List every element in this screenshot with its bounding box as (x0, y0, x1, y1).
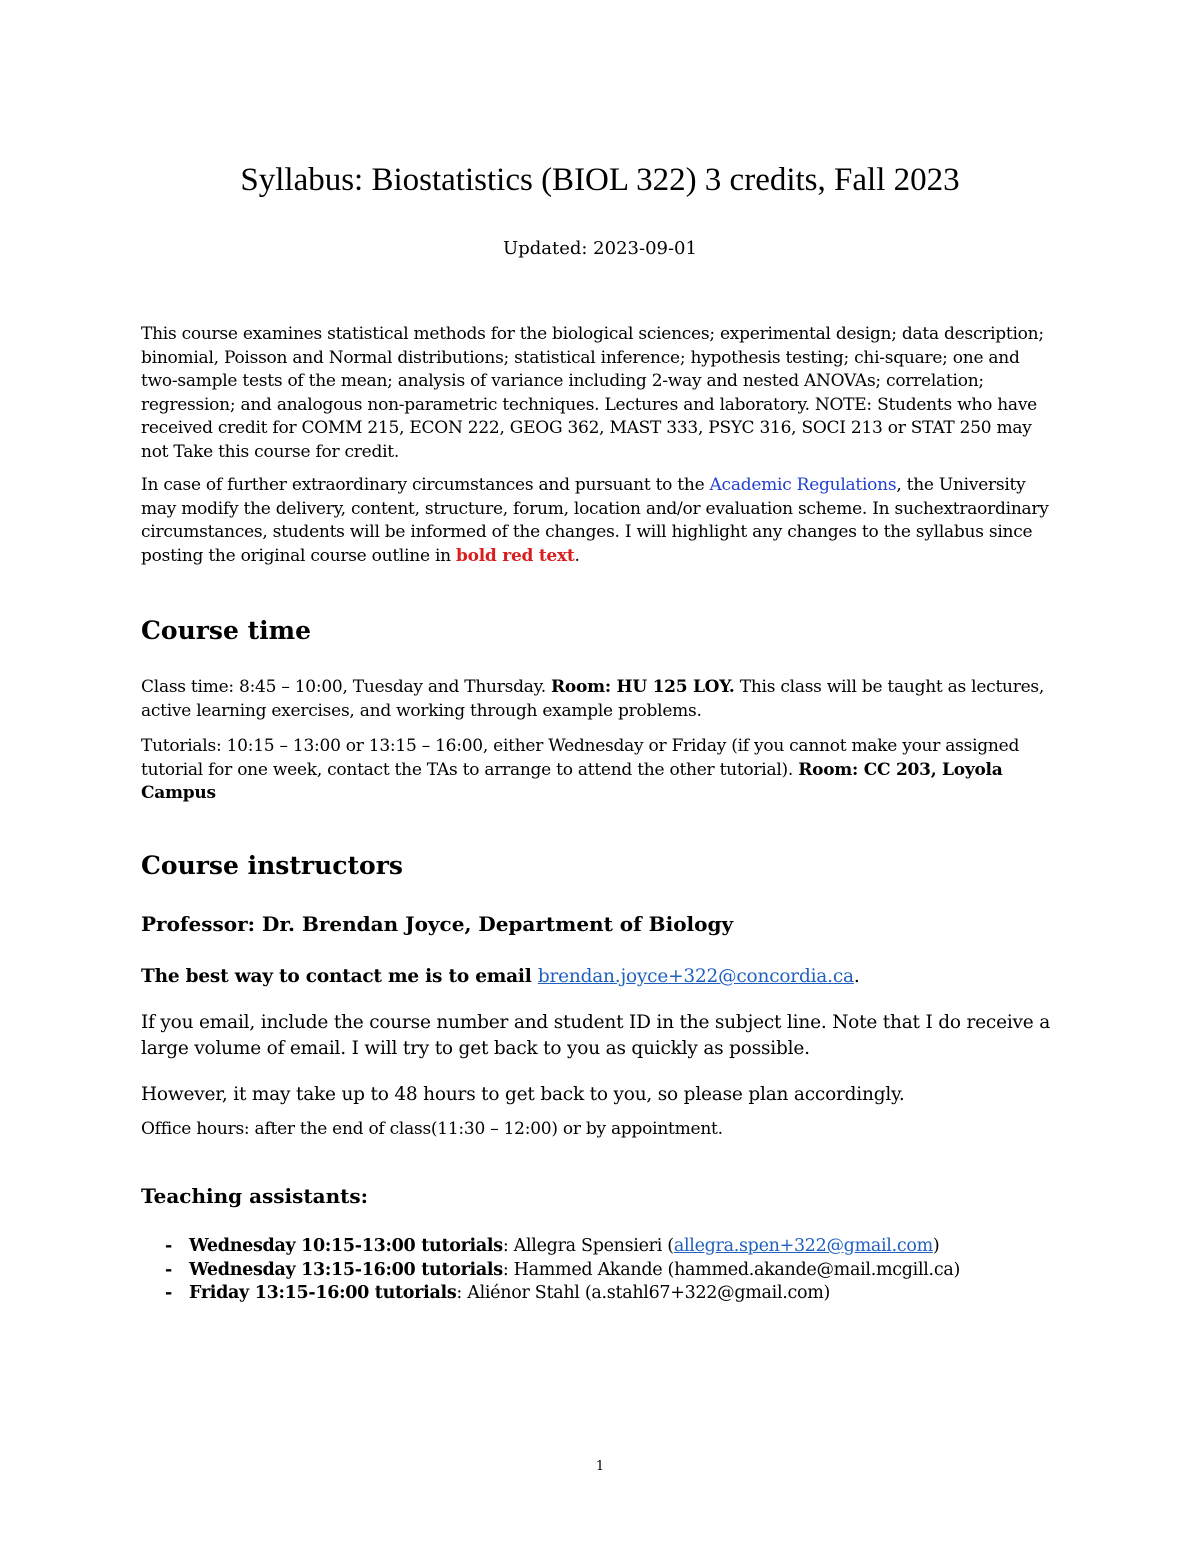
ta-colon: : (456, 1283, 468, 1303)
circumstances-text-1: In case of further extraordinary circumstances and pursuant to the (141, 475, 710, 495)
professor-heading: Professor: Dr. Brendan Joyce, Department of Biology (141, 912, 734, 936)
circumstances-text-3: . (574, 545, 580, 566)
intro-block (141, 323, 1061, 568)
tutorials-paragraph (141, 735, 1061, 806)
ta-schedule: Wednesday 10:15-13:00 tutorials (189, 1236, 503, 1256)
teaching-assistants-heading: Teaching assistants: (141, 1184, 369, 1208)
office-hours: Office hours: after the end of class(11:30 – 12:00) or by appointment. (141, 1119, 723, 1139)
ta-colon: : (502, 1236, 514, 1256)
ta-list-block (141, 1235, 1061, 1306)
ta-item (141, 1259, 1061, 1283)
ta-list (141, 1235, 1061, 1306)
ta-item (141, 1235, 1061, 1259)
class-room: Room: HU 125 LOY. (551, 677, 735, 697)
circumstances-paragraph (141, 474, 1061, 568)
class-time-paragraph (141, 676, 1061, 723)
contact-block (141, 964, 1061, 1142)
circumstances-text-2: , the University may modify the delivery, content, structure, forum, location and/or evaluation scheme. In suchextraordinary circumstances, students will be informed of the changes. I will highlight any changes to the syllabus since posting the original course outline in (141, 475, 1049, 566)
ta-email-link[interactable]: allegra.spen+322@gmail.com (673, 1236, 933, 1256)
ta-close-paren: ) (932, 1236, 940, 1256)
response-note: However, it may take up to 48 hours to get back to you, so please plan accordingly. (141, 1084, 905, 1105)
updated-date: Updated: 2023-09-01 (503, 238, 697, 259)
contact-period: . (853, 966, 860, 987)
course-time-block (141, 676, 1061, 806)
contact-instruction: The best way to contact me is to email (141, 966, 538, 987)
bold-red-text: bold red text (456, 545, 575, 566)
academic-regulations-link[interactable]: Academic Regulations (709, 475, 897, 495)
page-number: 1 (595, 1459, 605, 1474)
class-format-text: This class will be taught as lectures, active learning exercises, and working through example problems. (141, 677, 1045, 721)
ta-schedule: Friday 13:15-16:00 tutorials (189, 1283, 457, 1303)
ta-item (141, 1282, 1061, 1306)
bullet-dash: - (165, 1259, 172, 1280)
page-title: Syllabus: Biostatistics (BIOL 322) 3 credits, Fall 2023 (240, 162, 960, 198)
bullet-dash: - (165, 1283, 172, 1303)
course-instructors-heading: Course instructors (141, 851, 403, 880)
course-time-heading: Course time (141, 616, 312, 645)
ta-schedule: Wednesday 13:15-16:00 tutorials (189, 1259, 503, 1280)
ta-colon: : (502, 1259, 514, 1280)
tutorials-room: Room: CC 203, Loyola Campus (141, 759, 1003, 803)
tutorials-text: Tutorials: 10:15 – 13:00 or 13:15 – 16:00, either Wednesday or Friday (if you cannot make your assigned tutorial for one week, contact the TAs to arrange to attend the other tutorial). (141, 736, 1020, 780)
course-description: This course examines statistical methods for the biological sciences; experimental design; data description; binomial, Poisson and Normal distributions; statistical inference; hypothesis testing; chi-square; one and two-sample tests of the mean; analysis of variance including 2-way and nested ANOVAs; correlation; regression; and analogous non-parametric techniques. Lectures and laboratory. NOTE: Students who have received credit for COMM 215, ECON 222, GEOG 362, MAST 333, PSYC 316, SOCI 213 or STAT 250 may not Take this course for credit. (141, 324, 1044, 462)
ta-name: Hammed Akande (hammed.akande@mail.mcgill.ca) (513, 1259, 960, 1280)
bullet-dash: - (165, 1236, 172, 1256)
class-time-text: Class time: 8:45 – 10:00, Tuesday and Thursday. (141, 677, 552, 697)
contact-line (141, 964, 1061, 990)
ta-name: Allegra Spensieri ( (513, 1236, 674, 1256)
email-note: If you email, include the course number and student ID in the subject line. Note that I do receive a large volume of email. I will try to get back to you as quickly as possible. (141, 1012, 1051, 1059)
ta-name: Aliénor Stahl (a.stahl67+322@gmail.com) (467, 1283, 831, 1303)
professor-email-link[interactable]: brendan.joyce+322@concordia.ca (537, 966, 854, 987)
